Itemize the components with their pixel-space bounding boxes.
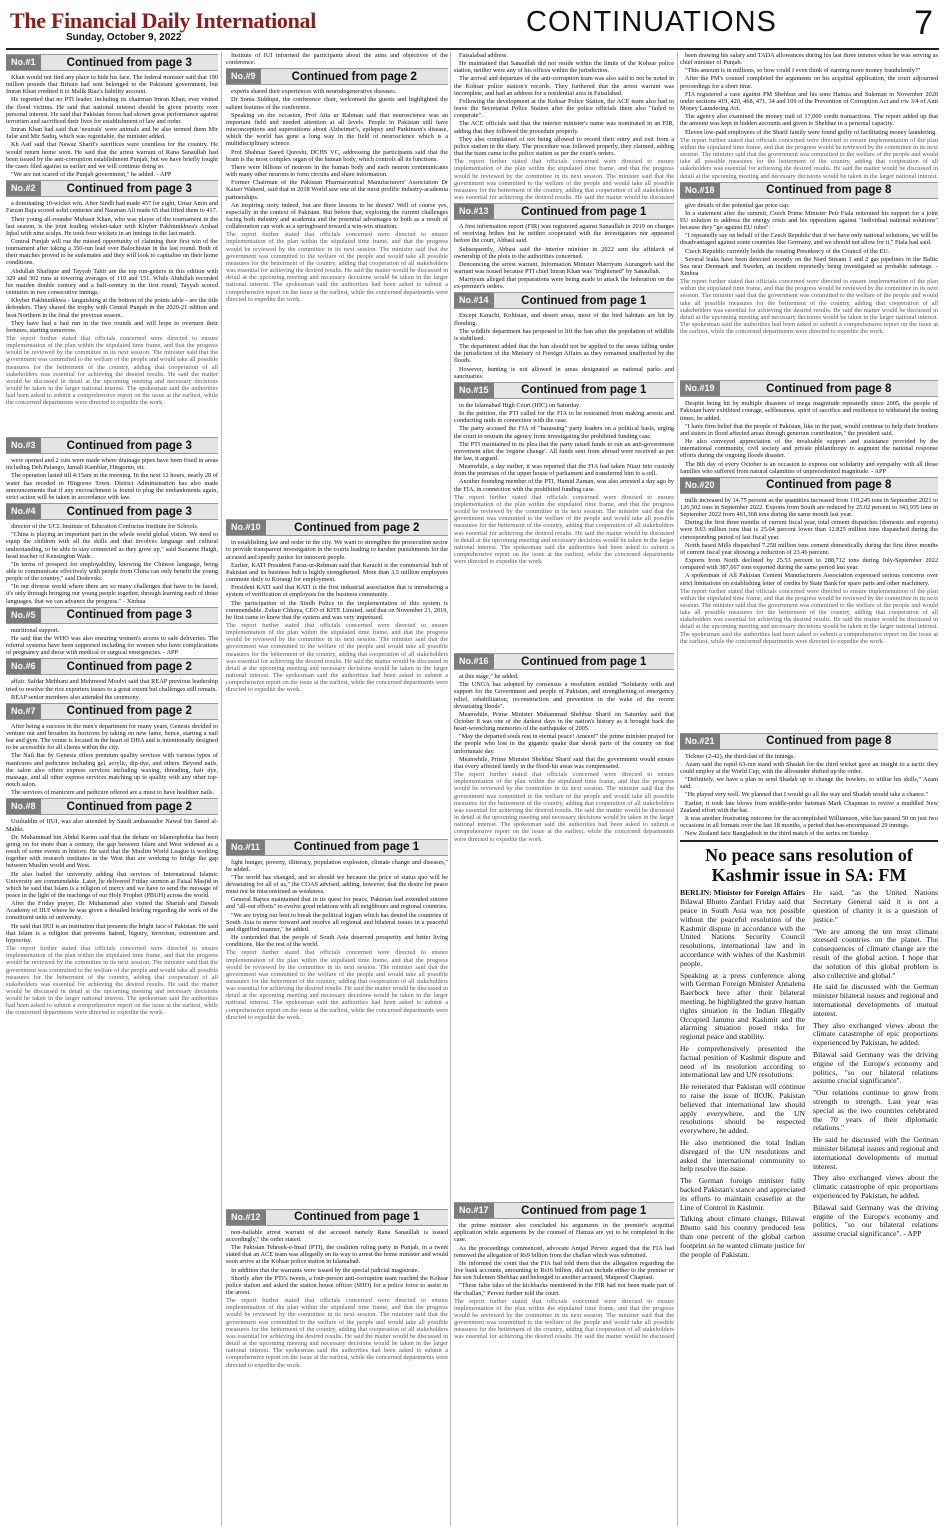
article-paragraph: in establishing law and order in the city. We want to strengthen the prosecution sector to provide transparent investigation in the courts leading to harsher punishments for the accused and speedy justice for innocent people.: [226, 539, 448, 561]
article-paragraph: He also hailed the university adding that services of International Islamic University are commendable. Later, he delivered Friday sermon at Faisal Masjid in which he said that Islam is a religion of mercy and we have to send the message of peace in the light of the teachings of our Holy Prophet (PBUH) across the world.: [6, 870, 218, 899]
article-paragraph: He regretted that no PTI leader, including its chairman Imran Khan, ever visited the flood victims. He said that national interest should be given priority over personal interest. He said that Pakistan forces had shown great performance against terrorism and sacrificed their lives for establishment of law and order.: [6, 96, 218, 125]
article-paragraph: director of the UCL Institute of Education Confucius Institute for Schools.: [11, 523, 199, 531]
continuation-header: [226, 519, 448, 536]
article-paragraph: The Pakistan Tehreek-e-Insaf (PTI), the coalition ruling party in Punjab, in a tweet stated that an ACE team was allegedly on its way to arrest the home minister and would soon arrive at the Kohsar police station in Islamabad.: [226, 1244, 448, 1266]
kashmir-paragraph: Talking about climate change, Bilawal Bhutto said his country produced less than one percent of the global carbon footprint so he wanted climate justice for the people of Pakistan.: [680, 1214, 805, 1259]
article-paragraph: The arrival and departure of the anti-corruption team was also said to not be noted in the Kohsar police station's records. They furthered that the arrest warrant was incomplete, and had an address for a residential area in Faisalabad.: [454, 75, 674, 97]
article-text-continuation: [680, 278, 938, 378]
continuation-story: [6, 798, 218, 1073]
continuation-story: [6, 503, 218, 605]
article-paragraph: Another founding member of the PTI, Hamid Zaman, was also arrested a day ago by the FIA, in connection with the prohibited funding case.: [454, 478, 674, 493]
masthead: [6, 4, 939, 50]
continued-from-label: Continued from page 1: [521, 294, 647, 307]
kashmir-paragraph: They also exchanged views about the climate catastrophe of epic proportions experienced by Pakistan, he added.: [813, 1020, 938, 1048]
continued-from-label: Continued from page 3: [66, 439, 192, 452]
article-paragraph: "In terms of prospect for employability, knowing the Chinese language, being able to communicate effectively with people from China can only benefit the young people of the country," said Dodevski.: [6, 560, 218, 583]
article-paragraph: "This amount is in millions, so how could I even think of earning more money fraudulently?": [685, 67, 921, 75]
article-paragraph: The PTI maintained in its plea that the party raised funds to run an anti-government movement after the 'regime change'. All funds sent from abroad were received as per the law, it argued.: [454, 440, 674, 462]
continued-from-label: Continued from page 8: [766, 735, 892, 748]
article-paragraph: Institute of IUI informed the participants about the aims and objectives of the conference.: [226, 52, 448, 67]
continued-from-label: Continued from page 2: [66, 660, 192, 673]
continued-from-label: Continued from page 8: [766, 184, 892, 197]
article-paragraph: fight hunger, poverty, illiteracy, population explosion, climate change and diseases," he added.: [226, 858, 448, 873]
article-paragraph: were opened and 2 cuts were made where drainage pipes have been fixed in areas including Deh Palango, Jamali Kamblar, Hingorno, etc.: [6, 457, 218, 472]
article-paragraph: Dr. Muhammad bin Abdul Karim said that the debate on Islamophobia has been going on for more than a century, the gap between Islam and West widened as a result of some events in history. He said that the Muslim World League is working together with research institutes in the West that are working to bridge the gap between Muslim world and West.: [6, 833, 218, 870]
article-paragraph: President KATI said that KATI is the first industrial association that is introducing a system of verification of employees for the business community.: [226, 584, 448, 599]
article-paragraph: "The world has changed, and so should we because the price of status quo will be devastating for all of us," the COAS advised, adding, however, that the desire for peace must not be misconstrued as weakness.: [226, 873, 448, 896]
article-paragraph: They have had a bad run in the two rounds and will hope to overturn their fortunes, starting tomorrow.: [6, 319, 218, 334]
column-rule: [677, 52, 678, 1526]
article-paragraph: "I repeatedly say on behalf of the Czech Republic that if we have only national solutions, we will be disadvantaged against some countries like Germany, and we should not allow for it," Fiala had said.: [680, 232, 938, 247]
article-text-continuation: [680, 588, 938, 731]
kashmir-paragraph: He said he discussed with the German minister bilateral issues and regional and international developments of mutual interest.: [813, 982, 938, 1018]
article-paragraph: Subsequently, Abbasi said the interior minister in 2022 sent the affidavit of ownership of the plots to the authorities concerned.: [454, 245, 674, 260]
continued-from-label: Continued from page 1: [521, 655, 647, 668]
article-paragraph: They also complained of not being allowed to record their entry and exit from a police station in the diary. The procedure was followed properly, they claimed, adding that the team came to the police station as per the court's orders.: [454, 135, 674, 158]
kashmir-article-body: [680, 889, 938, 1259]
continuation-story: [680, 733, 938, 838]
article-paragraph: give details of the potential gas price cap.: [685, 201, 790, 209]
continued-from-label: Continued from page 1: [521, 1204, 647, 1217]
article-paragraph: Usuluddin of IIUI, was also attended by Saudi ambassador Nawaf bin Saeed al-Maliki.: [6, 818, 218, 833]
continuation-number: No.#13: [454, 204, 494, 219]
article-paragraph: The ACE officials said that the interior minister's name was nominated in an FIR, adding that they followed the procedure properly.: [454, 120, 674, 135]
continuation-story: [226, 52, 448, 66]
kashmir-paragraph: "Our relations continue to grow from strength to strength. Last year was special as the two countries celebrated the 70 years of their diplomatic relations.": [813, 1088, 938, 1133]
continuation-header: [6, 798, 218, 815]
kashmir-paragraph: Bilawal said Germany was the driving engine of the Europe's economy and politics, "so our bilateral relations assume crucial significance". - APP: [813, 1202, 938, 1239]
kashmir-paragraph: "We are among the ten most climate stressed countries on the planet. The consequences of climate change are the result of the global action. I hope that the solution of this global problem is also collective and global.": [813, 926, 938, 980]
kashmir-paragraph: He comprehensively presented the factual position of Kashmir dispute and need of its resolution according to international law and UN resolutions.: [680, 1043, 805, 1080]
article-paragraph: Denouncing the arrest warrant, Information Minister Marriyum Aurangzeb said the warrant was issued because PTI chief Imran Khan was "frightened" by Sanaullah.: [454, 260, 674, 276]
continued-from-label: Continued from page 2: [294, 521, 420, 534]
continued-from-label: Continued from page 1: [521, 384, 647, 397]
article-paragraph: He informed the court that the FIA had told them that the allegation regarding the live bank accounts, amounting to Rs16 billion, did not include either to the premier or his son Sulemen Shehbaz and belonged to another accused, Maqsood Chaprasi.: [454, 1259, 674, 1282]
article-paragraph: FIA registered a case against PM Shehbaz and his sons Hamza and Suleman in November 2020 under sections 419, 420, 468, 471, 34 and 109 of the Prevention of Corruption Act and r/w 3/4 of Anti Money Laundering Act.: [680, 90, 938, 113]
continuation-story: [6, 54, 218, 178]
continuation-story: [6, 607, 218, 657]
article-paragraph: been drawing his salary and TADA allowances during his last three tenures when he was serving as chief minister of Punjab.: [680, 52, 938, 67]
article-text-continuation: [6, 945, 218, 1074]
article-text-continuation: [226, 949, 448, 1206]
article-paragraph: Meanwhile, a day earlier, it was reported that the FIA had taken Niazi into custody from the premises of the upper house of parliament and transferred him to a cell.: [454, 463, 674, 478]
continuation-story: [680, 477, 938, 731]
column-rule: [221, 52, 222, 1526]
article-paragraph: a dominating 10-wicket win. After Sindh had made 457 for eight, Umar Amin and Farzan Raja scored solid centuries and Nauman Ali made 65 that lifted them to 417.: [6, 200, 218, 215]
article-paragraph: Khyber Pakhtunkhwa - languishing at the bottom of the points table - are the title defenders. They shared the trophy with Central Punjab in the 2020-21 edition and beat Northern in the final the previous season.: [6, 297, 218, 319]
article-paragraph: There were billions of neurons in the human body and each neuron communicates with many other neurons to form circuits and share information.: [226, 163, 448, 179]
continuation-number: No.#4: [6, 504, 41, 519]
article-paragraph: The 8th day of every October is an occasion to express our solidarity and sympathy with all those families who suffered from natural calamities of unprecedented magnitude. - APP: [680, 460, 938, 475]
article-text-continuation: [226, 1297, 448, 1469]
continuation-number: No.#7: [6, 704, 41, 719]
kashmir-paragraph: He said he discussed with the German minister bilateral issues and regional and international developments of mutual interest.: [813, 1135, 938, 1171]
article-paragraph: In the petition, the PTI called for the FIA to be restrained from making arrests and conducting raids in connection with the case.: [454, 410, 674, 425]
continuation-story: [454, 653, 674, 1200]
article-paragraph: Czech Republic currently holds the rotating Presidency of the Council of the EU.: [685, 247, 890, 255]
continuation-story: [454, 203, 674, 290]
continued-from-label: Continued from page 2: [291, 70, 417, 83]
article-paragraph: A first information report (FIR) was registered against Sanaullah in 2019 on charges of receiving bribes but he neither cooperated with the investigators nor appeared before the court, Abbasi said.: [454, 223, 674, 245]
continuation-header: [6, 703, 218, 720]
article-paragraph: Azam said the rapid 63-run stand with Shadab for the third wicket gave an insight to a tactic they could employ at the World Cup, with the allrounder shifted up the order.: [680, 760, 938, 776]
continuation-header: [6, 54, 218, 71]
continuation-story: [454, 1202, 674, 1340]
article-paragraph: "Definitely, we have a plan to send Shadab up to change the bowlers, to utilise his skills," Azam said.: [680, 776, 938, 791]
continuation-header: [6, 180, 218, 197]
article-paragraph: in the Islamabad High Court (IHC) on Saturday.: [459, 401, 581, 409]
continued-from-label: Continued from page 2: [66, 800, 192, 813]
kashmir-paragraph: The German foreign minister fully backed Pakistan's stance and appreciated its efforts to maintain ceasefire at the Line of Control in Kashmir.: [680, 1176, 805, 1212]
article-paragraph: "He played very well. We planned that I would go all the way and Shadab would take a chance.": [685, 791, 929, 799]
article-paragraph: Exports from North declined by 25.53 percent to 288,712 tons during July-September 2022 compared with 387,667 tons exported during the same period last year.: [680, 557, 938, 572]
continuation-number: No.#8: [6, 799, 41, 814]
continuation-number: No.#19: [680, 381, 720, 396]
continuation-number: No.#9: [226, 69, 261, 84]
continued-from-label: Continued from page 3: [66, 609, 192, 622]
newspaper-title: The Financial Daily International: [10, 8, 317, 33]
article-paragraph: The wildlife department has proposed to lift the ban after the population of wildlife is stabilised.: [454, 327, 674, 342]
continued-from-label: Continued from page 8: [766, 479, 892, 492]
article-paragraph: Meanwhile, Prime Minister Shehbaz Sharif said that the government would ensure that every affected family in the flood-hit areas was compensated.: [454, 755, 674, 770]
column-rule: [450, 52, 451, 1526]
article-paragraph: Dr Sonia Siddiqui, the conference chair, welcomed the guests and highlighted the salient features of the conference.: [226, 96, 448, 111]
article-paragraph: Despite being hit by multiple disasters of mega magnitude repeatedly since 2005, the people of Pakistan have exhibited courage, selflessness, spirit of sacrifice and resilience to withstand the testing times, he added.: [680, 400, 938, 422]
column-1: [6, 52, 218, 1526]
continuation-number: No.#16: [454, 654, 494, 669]
article-paragraph: non-bailable arrest warrant of the accused namely Rana Sanaullah is issued accordingly," the order stated.: [226, 1228, 448, 1243]
article-paragraph: Kh Asif said that Nawaz Sharif's sacrifices were countless for the country. He would return home soon. He said that the arrest warrant of Rana Sanaullah had been issued by the anti-corruption establishment Punjab, but we have briefly fought the cases filed against us earlier and we will continue doing so.: [6, 141, 218, 170]
continuation-story: [6, 437, 218, 501]
article-text-continuation: [226, 231, 448, 517]
continuation-number: No.#3: [6, 438, 41, 453]
continuation-number: No.#6: [6, 659, 41, 674]
article-paragraph: It was another frustrating outcome for the accomplished Williamson, who has passed 50 on just two occasions in all formats over the last 18 months, a period that has encompassed 29 innings.: [680, 814, 938, 830]
article-paragraph: The participation of the Sindh Police in the implementation of this system is commendable. Zubair Chhaya, CEO of KITE Limited, said that on November 21, 2019, he first came to know that the system and was very impressed.: [226, 599, 448, 621]
article-paragraph: In addition that the warrants were issued by the special judicial magistrate.: [231, 1266, 420, 1274]
continuation-story: [6, 180, 218, 435]
continued-from-label: Continued from page 3: [66, 505, 192, 518]
article-paragraph: Earlier, KATI President Faraz-ur-Rehman said that Karachi is the commercial hub of Pakistan and its business hub is highly strengthened. More than 3.5 million employees commute daily to Korangi for employment.: [226, 561, 448, 584]
article-paragraph: North based Mills dispatched 7.258 million tons cement domestically during the first three months of current fiscal year showing a reduction of 23.46 percent.: [680, 541, 938, 556]
continuation-header: [454, 1202, 674, 1219]
continuation-number: No.#15: [454, 383, 494, 398]
article-paragraph: In a statement after the summit, Czech Prime Minister Petr Fiala reiterated his support for a joint EU solution to address the energy crisis and his opposition against "individual national solutions" because they "go against EU rules".: [680, 209, 938, 232]
article-paragraph: After being a success in the men's department for many years, Genesis decided to venture out and broaden its horizons by taking on new fame, hence, starting a nail bar and gym. The venue is located in the heart of DHA and is intentionally designed to be accessible for all clients within the city.: [6, 722, 218, 752]
article-paragraph: General Bajwa maintained that in its quest for peace, Pakistan had extended sincere and "all-out efforts" to evolve good relations with all neighbours and regional countries.: [226, 896, 448, 911]
continuation-header: [680, 380, 938, 397]
article-paragraph: Khan would not find any place to hide his face. The federal minister said that 190 million pounds that Britain had sent belonged to the Pakistani government, but Imran Khan credited it to Malik Riaz's liability account.: [6, 74, 218, 96]
article-paragraph: mills increased by 14.75 percent as the quantities increased from 110,245 tons in September 2021 to 126,502 tons in September 2022. Exports from South are reduced by 25.02 percent to 343,935 tons in September 2022 from 461,368 tons during the same month last year.: [680, 496, 938, 519]
article-paragraph: Shortly after the PTI's tweets, a four-person anti-corruption team reached the Kohsar police station and asked the station house officer (SHO) for a police force to assist in the arrest.: [226, 1274, 448, 1297]
continuation-header: [226, 839, 448, 856]
continuation-number: No.#5: [6, 608, 41, 623]
continuation-header: [680, 182, 938, 199]
continuation-story: [6, 703, 218, 797]
continuation-header: [680, 733, 938, 750]
continuation-story: [454, 382, 674, 651]
article-paragraph: the prime minister also concluded his arguments in the premier's acquittal application while arguments by the counsel of Hamza are yet to be completed in the case.: [454, 1222, 674, 1244]
article-paragraph: Marriyum alleged that preparations were being made to attack the federation on the ex-premier's orders.: [454, 276, 674, 291]
column-3: [454, 52, 674, 1526]
article-paragraph: Following the development at the Kohsar Police Station, the ACE team also had to leave the Secretariat Police Station after the police officials there also "failed to cooperate".: [454, 97, 674, 120]
section-title: CONTINUATIONS: [526, 6, 777, 38]
continuation-header: [454, 382, 674, 399]
article-paragraph: Imran Khan had said that 'neutrals' were animals and he also termed them Mir Jafar and Mir Sadiq, which was regrettable, the minister added.: [6, 126, 218, 141]
article-paragraph: He also conveyed appreciation of the invaluable support and assistance provided by the international community, civil society and private philanthropy to augment the national response efforts during the ongoing floods disaster.: [680, 438, 938, 460]
article-paragraph: experts shared their experiences with neurodegenerative diseases.: [231, 88, 397, 96]
continuation-story: [680, 182, 938, 379]
article-text-continuation: [226, 622, 448, 837]
article-paragraph: Except Karachi, Kohistan, and desert areas, most of the bird habitats are hit by flooding.: [454, 312, 674, 327]
article-paragraph: "China is playing an important part in the whole world global vision. We need to equip the children with all the skills and that involves language and cultural understanding, to be able to stay connected as they grow up," said Suzanne Haigh, head teacher of Kensington Wade.: [6, 531, 218, 560]
continuation-number: No.#21: [680, 734, 720, 749]
continuation-header: [6, 607, 218, 624]
kashmir-paragraph: BERLIN: Minister for Foreign Affairs Bilawal Bhutto Zardari Friday said that peace in South Asia was not possible without the peaceful resolution of the Kashmir dispute in accordance with the United Nations Security Council resolutions, international law and in accordance with wishes of the Kashmiri people.: [680, 888, 805, 968]
continuation-header: [6, 437, 218, 454]
article-paragraph: The UNGA has adopted by consensus a resolution entitled "Solidarity with and support for the Government and people of Pakistan, and strengthening of emergency relief, rehabilitation, reconstruction and prevention in the wake of the recent devastating floods".: [454, 681, 674, 710]
continuation-number: No.#10: [226, 520, 266, 535]
issue-date: Sunday, October 9, 2022: [66, 32, 182, 43]
article-paragraph: He said that IIUI is an institution that presents the bright face of Pakistan. He said that Islam is a religion that prevents hatred, bigotry, terrorism, extremism and hypocrisy.: [6, 922, 218, 944]
continued-from-label: Continued from page 3: [66, 56, 192, 69]
article-paragraph: "I have firm belief that the people of Pakistan, like in the past, would continue to help their brothers and sisters in flood affected areas through generous contribution," the president said.: [680, 422, 938, 437]
article-paragraph: As the proceedings commenced, advocate Amjad Pervez argued that the FIA had removed the allegation of Rs9 billion from the challan which was submitted.: [454, 1244, 674, 1259]
article-paragraph: Earlier, it took late blows from middle-order batsman Mark Chapman to revive a muddled New Zealand effort with the bat.: [680, 799, 938, 814]
kashmir-paragraph: He reiterated that Pakistan will continue to raise the issue of IIOJK. Pakistan believed that international law should apply everywhere, and the UN resolutions should be respected everywhere, he added.: [680, 1082, 805, 1136]
continuation-header: [680, 477, 938, 494]
continued-from-label: Continued from page 1: [521, 205, 647, 218]
article-paragraph: "These false tales of the kickbacks mentioned in the FIR had not been made part of the challan," Pervez further told the court.: [454, 1282, 674, 1297]
article-paragraph: The department added that the ban should not be applied to the areas falling under the jurisdiction of the Ministry of Foreign Affairs as they remained unaffected by the floods.: [454, 343, 674, 365]
article-paragraph: REAP senior members also attended the ceremony.: [11, 693, 140, 701]
kashmir-paragraph: They also exchanged views about the climatic catastrophe of epic proportions experienced by Pakistan, he added.: [813, 1173, 938, 1200]
kashmir-article: [680, 840, 938, 1259]
article-paragraph: Faisalabad address.: [459, 52, 508, 59]
article-paragraph: Several leaks have been detected recently on the Nord Stream 1 and 2 gas pipelines in the Baltic Sea near Denmark and Sweden, an incident reportedly being investigated as probable sabotage. - Xinhua: [680, 255, 938, 278]
continuation-story: [226, 519, 448, 836]
article-text-continuation: [680, 137, 938, 180]
continuation-story: [226, 839, 448, 1207]
article-paragraph: The party accused the FIA of "harassing" party leaders on a political basis, urging the court to restrain the agency from investigating the prohibited funding case.: [454, 425, 674, 440]
article-paragraph: New Zealand face Bangladesh in the third match of the series on Sunday.: [685, 830, 870, 838]
article-paragraph: He contended that the people of South Asia deserved prosperity and better living conditions, like the rest of the world.: [226, 934, 448, 949]
article-paragraph: Eleven low-paid employees of the Sharif family were found guilty of facilitating money laundering.: [685, 128, 937, 136]
continuation-header: [454, 292, 674, 309]
article-paragraph: Meanwhile, Prime Minister Muhammad Shehbaz Sharif on Saturday said that October 8 was one of the darkest days in the nation's history as it brought back the heart-wrenching memories of the earthquake of 2005.: [454, 710, 674, 733]
article-paragraph: Their young all-rounder Mubasir Khan, who was player of the tournament in the last season, is the joint leading wicket-taker with Khyber Pakhtunkhwa's Arshad Iqbal with nine scalps. He took four wickets in an innings in the last match.: [6, 215, 218, 237]
continuation-header: [6, 503, 218, 520]
article-paragraph: A spokesman of All Pakistan Cement Manufacturers Association expressed serious concerns over strict limitations on establishing letter of credits by State Bank for spare parts and other machinery.: [680, 572, 938, 587]
article-paragraph: After the PM's counsel completed the arguments on his acquittal application, the court adjourned proceedings for a short time.: [680, 75, 938, 90]
continuation-number: No.#17: [454, 1203, 494, 1218]
column-2: [226, 52, 448, 1526]
article-paragraph: nutritional support.: [11, 626, 60, 634]
article-paragraph: "We are trying our best to break the political logjam which has denied the countries of South Asia to move forward and resolve all regional and bilateral issues in a peaceful and dignified manner," he added.: [226, 911, 448, 933]
continued-from-label: Continued from page 8: [766, 382, 892, 395]
article-paragraph: He maintained that Sanaullah did not reside within the limits of the Kohsar police station, neither were any of his offices within the jurisdiction.: [454, 60, 674, 75]
continuation-number: No.#20: [680, 478, 720, 493]
continued-from-label: Continued from page 3: [66, 182, 192, 195]
continuation-number: No.#12: [226, 1210, 266, 1225]
continuation-header: [454, 653, 674, 670]
article-paragraph: The operation lasted till 4:15am in the morning. In the next 12 hours, nearly 28 of water has receded in Hingorno Town. District Administration has also made announcements that if any encroachment is found to plug the embankments again, strict action will be taken in accordance with law.: [6, 472, 218, 501]
article-text-continuation: [454, 1298, 674, 1341]
article-text-continuation: [454, 771, 674, 1200]
continued-from-label: Continued from page 1: [294, 1211, 420, 1224]
continuation-story: [680, 52, 938, 180]
continued-from-label: Continued from page 1: [293, 841, 420, 853]
article-paragraph: After the Friday prayer, Dr. Muhammad also visited the Shariah and Dawah Academy of IIUI where he was given a detailed briefing regarding the work of the constituent units of university.: [6, 900, 218, 922]
continuation-header: [454, 203, 674, 220]
page-number: 7: [914, 4, 933, 42]
article-paragraph: at this stage," he added.: [459, 673, 519, 681]
article-paragraph: Central Punjab will rue the missed opportunity of claiming their first win of the tournament after taking a 350-run lead over Balochistan in the last round. Both of their matches proved to be stalemates and they will look to capitalise on their home conditions.: [6, 237, 218, 267]
kashmir-paragraph: He also mentioned the total Indian disregard of the UN resolutions and asked the international community to help resolve the issue.: [680, 1137, 805, 1174]
continuation-header: [226, 68, 448, 85]
article-paragraph: "In our diverse world where there are so many challenges that have to be faced, it's only through bringing our young people together, through learning each of those languages, that we can advance the progress." - Xinhua: [6, 583, 218, 605]
article-text-continuation: [454, 158, 674, 201]
continuation-story: [680, 380, 938, 475]
continuation-story: [454, 52, 674, 201]
continuation-number: No.#14: [454, 293, 494, 308]
article-paragraph: He said that the WHO was also ensuring women's access to safe deliveries. The referral systems have been supported including for women who have complications of pregnancy and those with medical or surgical emergencies. - APP: [6, 634, 218, 657]
article-paragraph: Former Chairman of the Pakistan Pharmaceutical Manufacturers' Association Dr Kaiser Waheed, said that in 2018 World saw one of the most prolific industry-academia partnerships.: [226, 179, 448, 201]
kashmir-paragraph: He said, "as the United Nations Secretary General said it is not a question of charity it is a question of justice.": [813, 888, 938, 924]
article-paragraph: "May the departed souls rest in eternal peace! Ameen!" the prime minister prayed for the people who lost in the gigantic quake that shook parts of the country on that unfortunate day.: [454, 733, 674, 755]
article-text-continuation: [454, 494, 674, 651]
article-paragraph: An inspiring story indeed, but are there lessons to be drawn? Well of course yes, especially in the context of Pakistan. But before that, exploring the current challenges facing both industry and academia and the potential advantages to both as a result of collaboration can work as a springboard toward a win-win situation.: [226, 201, 448, 231]
article-paragraph: Tickner (2-42), the third-fast of the innings.: [685, 752, 795, 760]
column-4: [680, 52, 938, 1526]
continuation-number: No.#11: [226, 840, 265, 855]
continuation-number: No.#18: [680, 183, 720, 198]
continuation-number: No.#2: [6, 181, 41, 196]
article-paragraph: affair. Safdar Mehbani and Mehmood Moolvi said that REAP previous leadership tried to resolve the rice exporters issues to a great extent but challenges still remain.: [6, 678, 218, 693]
continuation-story: [6, 658, 218, 700]
continuation-story: [454, 292, 674, 379]
kashmir-paragraph: Speaking at a press conference along with German Foreign Minister Annalena Baerbock here after their bilateral meeting, he highlighted the grave human rights situation in the Indian Illegally Occupied Jammu and Kashmir and the alarming situation posed risks for regional peace and stability.: [680, 970, 805, 1042]
article-paragraph: The agency also examined the money trail of 17,000 credit transactions. The report added up that the amount was kept in hidden accounts and given to Shehbaz in a personal capacity.: [680, 113, 938, 128]
continuation-header: [226, 1209, 448, 1226]
continuation-story: [226, 1209, 448, 1469]
article-paragraph: Abdullah Shafique and Tayyab Tahir are the top run-getters in this edition with 329 and 302 runs at towering averages of 110 and 151. While Abdullah recorded his maiden double century and a half-century in the first round, Tayyab scored centuries in two consecutive innings.: [6, 267, 218, 297]
continuation-number: No.#1: [6, 55, 41, 70]
article-paragraph: The Nail Bar by Genesis offers premium quality services with various types of manicures and pedicures including gel, acrylic, dip-dye, and others. Beyond nails, the salon also offers express services including waxing, threading, hair dye, massage, and all other express services matching up to quality with any other top-notch salon.: [6, 752, 218, 789]
article-paragraph: During the first three months of current fiscal year, total cement dispatches (domestic and exports) were 9.63 million tons that is 25.04 percent lower than 12.825 million tons dispatched during the corresponding period of last fiscal year.: [680, 519, 938, 541]
kashmir-paragraph: Bilawal said Germany was the driving engine of the Europe's economy and politics, "so our bilateral relations assume crucial significance".: [813, 1049, 938, 1086]
kashmir-headline: No peace sans resolution of Kashmir issue in SA: FM: [705, 845, 913, 886]
article-paragraph: However, hunting is not allowed in areas designated as national parks and sanctuaries.: [454, 365, 674, 380]
continuation-story: [226, 68, 448, 517]
article-paragraph: "We are not scared of the Punjab government," he added. - APP: [11, 171, 172, 179]
continued-from-label: Continued from page 2: [66, 705, 192, 718]
article-paragraph: Speaking on the occasion, Prof Atta ur Rahman said that neuroscience was an important field and needed attention at all levels. People in Pakistan still have misconceptions and superstitions about Alzheimer's, epilepsy and Parkinson's disease, which the world has gone a long way in the field of neuroscience which is a multidisciplinary science.: [226, 111, 448, 148]
article-paragraph: The services of manicure and pedicure offered are a must to have healthier nails.: [11, 789, 215, 797]
article-paragraph: Prof Shahnaz Saeed Qureshi, DCHS VC, addressing the participants said that the brain is the most complex organ of the human body, which controls all its functions.: [226, 148, 448, 163]
article-text-continuation: [6, 335, 218, 435]
continuation-header: [6, 658, 218, 675]
